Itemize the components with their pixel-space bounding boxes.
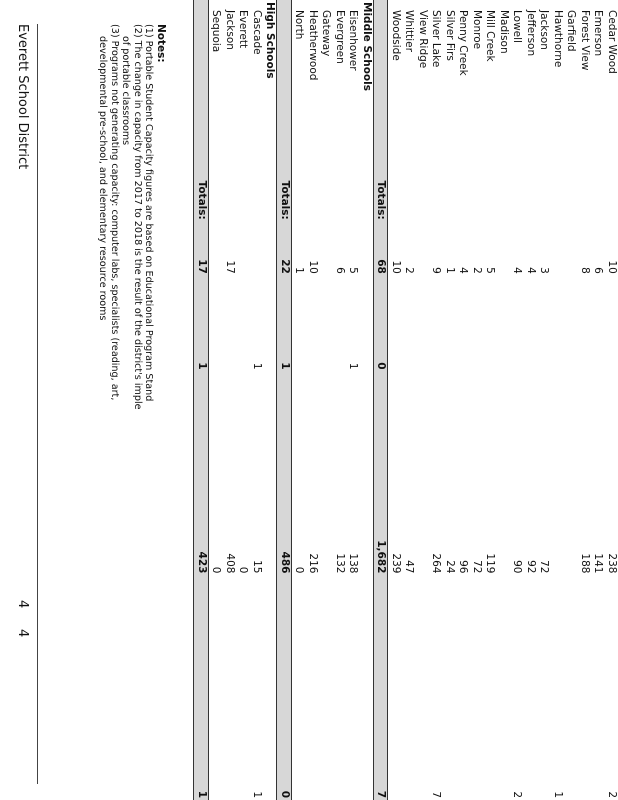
cell-c4: 216 <box>307 553 319 574</box>
cell-c1 <box>209 232 223 276</box>
cell-c1 <box>236 232 250 276</box>
cell-c2 <box>319 276 333 372</box>
school-row <box>388 0 402 800</box>
cell-c6 <box>497 669 511 800</box>
capacity-table-body <box>194 0 618 800</box>
cell-c6 <box>360 669 374 800</box>
cell-c4: 0 <box>237 566 250 574</box>
cell-c2: 1 <box>277 276 292 372</box>
cell-c1: 1 <box>444 267 456 274</box>
section-title: Middle Schools <box>361 2 373 91</box>
cell-c5 <box>236 575 250 668</box>
cell-c6: 1 <box>251 791 263 798</box>
school-row <box>236 0 250 800</box>
cell-c5 <box>277 575 292 668</box>
cell-c5 <box>402 575 416 668</box>
school-name: Eisenhower <box>347 10 360 71</box>
cell-c2 <box>416 276 430 372</box>
school-row <box>510 0 524 800</box>
cell-c1: 10 <box>606 260 618 274</box>
notes-title: Notes: <box>155 24 167 63</box>
cell-c6 <box>388 669 402 800</box>
school-name: Garfield <box>565 10 578 52</box>
cell-c3 <box>292 372 306 432</box>
cell-c1: 6 <box>592 267 605 274</box>
school-row <box>402 0 416 800</box>
school-row <box>346 0 360 800</box>
notes-block <box>97 24 166 410</box>
cell-c4: 264 <box>430 553 443 574</box>
school-row <box>223 0 237 800</box>
cell-c6 <box>524 669 538 800</box>
cell-c2 <box>551 276 565 372</box>
cell-c1 <box>250 232 264 276</box>
cell-c1: 3 <box>538 267 551 274</box>
cell-c5 <box>319 575 333 668</box>
cell-c4 <box>551 431 565 575</box>
cell-c4 <box>416 431 430 575</box>
cell-c4: 141 <box>592 553 605 574</box>
school-row <box>416 0 430 800</box>
cell-c5 <box>591 575 605 668</box>
cell-c6 <box>209 669 223 800</box>
cell-c3 <box>209 372 223 432</box>
cell-c6 <box>537 669 551 800</box>
cell-c3 <box>497 372 511 432</box>
school-row <box>497 0 511 800</box>
cell-c5 <box>194 575 209 668</box>
cell-c6 <box>578 669 592 800</box>
school-name: Evergreen <box>334 10 346 64</box>
note-line: (2) The change in capacity from 2017 to 2018 is the result of the district's imple <box>132 24 143 410</box>
cell-c5 <box>470 575 484 668</box>
cell-c5 <box>292 575 306 668</box>
cell-c3 <box>483 372 497 432</box>
cell-c1: 22 <box>277 232 292 276</box>
school-name: Everett <box>237 10 250 49</box>
cell-c1: 9 <box>430 267 443 274</box>
school-row <box>537 0 551 800</box>
school-name: Penny Creek <box>457 10 470 76</box>
cell-c2: 1 <box>194 276 209 372</box>
page-number <box>15 600 30 637</box>
school-name: Emerson <box>592 10 605 57</box>
cell-c5 <box>443 575 457 668</box>
note-line: of portable classrooms <box>120 36 132 146</box>
cell-c1 <box>497 232 511 276</box>
totals-row <box>374 0 389 800</box>
cell-c1: 10 <box>390 260 402 274</box>
school-name: Cedar Wood <box>606 10 618 74</box>
cell-c1 <box>564 232 578 276</box>
cell-c1: 10 <box>307 260 319 274</box>
school-row <box>524 0 538 800</box>
section-header-row <box>360 0 374 800</box>
cell-c1: 17 <box>194 232 209 276</box>
note-line: (1) Portable Student Capacity figures are based on Educational Program Stand <box>143 24 155 402</box>
school-row <box>483 0 497 800</box>
cell-c3 <box>416 372 430 432</box>
cell-c4: 239 <box>390 553 402 574</box>
cell-c2 <box>292 276 306 372</box>
cell-c6 <box>443 669 457 800</box>
school-name: Monroe <box>471 10 483 50</box>
cell-c3 <box>605 372 618 432</box>
school-name: Silver Lake <box>430 10 443 68</box>
cell-c1 <box>551 232 565 276</box>
cell-c3 <box>194 372 209 432</box>
cell-c4 <box>497 431 511 575</box>
school-name: Jackson <box>224 10 236 50</box>
cell-c3 <box>250 372 264 432</box>
cell-c6 <box>292 669 306 800</box>
cell-c3 <box>564 372 578 432</box>
cell-c4: 408 <box>224 553 236 574</box>
cell-c2 <box>360 276 374 372</box>
cell-c5 <box>551 575 565 668</box>
cell-c1: 8 <box>579 267 591 274</box>
school-name: Woodside <box>390 10 402 61</box>
cell-c5 <box>578 575 592 668</box>
note-line: (3) Programs not generating capacity: computer labs, specialists (reading, art, <box>109 24 120 401</box>
cell-c2 <box>470 276 484 372</box>
cell-c2 <box>591 276 605 372</box>
cell-c5 <box>250 575 264 668</box>
school-name: Madison <box>498 10 510 54</box>
cell-c2 <box>429 276 443 372</box>
school-name: Mill Creek <box>484 10 497 62</box>
cell-c5 <box>510 575 524 668</box>
footer-divider <box>37 24 38 784</box>
cell-c5 <box>223 575 237 668</box>
cell-c5 <box>483 575 497 668</box>
school-row <box>209 0 223 800</box>
cell-c6 <box>483 669 497 800</box>
cell-c2 <box>483 276 497 372</box>
school-name: Hawthorne <box>552 10 564 68</box>
cell-c3 <box>388 372 402 432</box>
cell-c3 <box>578 372 592 432</box>
cell-c4: 96 <box>457 560 470 574</box>
cell-c2 <box>402 276 416 372</box>
cell-c5 <box>564 575 578 668</box>
cell-c2 <box>497 276 511 372</box>
cell-c2 <box>564 276 578 372</box>
cell-c4: 138 <box>347 553 360 574</box>
cell-c3 <box>236 372 250 432</box>
cell-c4: 132 <box>334 553 346 574</box>
school-row <box>551 0 565 800</box>
cell-c2 <box>209 276 223 372</box>
cell-c4: 486 <box>277 431 292 575</box>
cell-c5 <box>333 575 347 668</box>
note-line: developmental pre-school, and elementary resource rooms <box>97 36 109 321</box>
cell-c1: 1 <box>293 267 306 274</box>
cell-c3 <box>456 372 470 432</box>
totals-row <box>277 0 292 800</box>
school-name: Forest View <box>579 10 591 71</box>
cell-c6 <box>402 669 416 800</box>
cell-c5 <box>456 575 470 668</box>
cell-c4 <box>360 431 374 575</box>
school-row <box>564 0 578 800</box>
cell-c5 <box>263 575 277 668</box>
cell-c1 <box>416 232 430 276</box>
cell-c3 <box>443 372 457 432</box>
cell-c2 <box>456 276 470 372</box>
cell-c3 <box>306 372 320 432</box>
cell-c2 <box>578 276 592 372</box>
cell-c6 <box>470 669 484 800</box>
cell-c2 <box>510 276 524 372</box>
cell-c5 <box>346 575 360 668</box>
cell-c2 <box>236 276 250 372</box>
school-name: Whittier <box>403 10 416 52</box>
school-name: Jefferson <box>525 10 537 57</box>
cell-c3 <box>429 372 443 432</box>
cell-c5 <box>497 575 511 668</box>
school-name: Jackson <box>538 10 551 50</box>
cell-c2: 1 <box>347 362 360 370</box>
school-row <box>250 0 264 800</box>
cell-c6 <box>319 669 333 800</box>
page-number-left: 4 <box>15 600 30 609</box>
school-name: View Ridge <box>417 10 429 69</box>
cell-c5 <box>605 575 618 668</box>
cell-c1 <box>360 232 374 276</box>
cell-c1: 4 <box>525 267 537 274</box>
page-number-right: 4 <box>15 628 30 638</box>
cell-c1: 2 <box>471 267 483 274</box>
cell-c2 <box>537 276 551 372</box>
cell-c3 <box>537 372 551 432</box>
cell-c1: 17 <box>224 260 236 274</box>
school-name: Heatherwood <box>307 10 319 81</box>
school-name: Gateway <box>320 10 333 57</box>
cell-c6: 2 <box>511 791 524 798</box>
cell-c2 <box>443 276 457 372</box>
cell-c3 <box>470 372 484 432</box>
cell-c3 <box>551 372 565 432</box>
cell-c5 <box>537 575 551 668</box>
school-row <box>443 0 457 800</box>
cell-c4: 72 <box>471 560 483 574</box>
cell-c4: 90 <box>511 560 524 574</box>
cell-c5 <box>306 575 320 668</box>
cell-c6 <box>223 669 237 800</box>
cell-c1 <box>263 232 277 276</box>
cell-c4: 0 <box>293 566 306 574</box>
school-name: Silver Firs <box>444 10 456 61</box>
cell-c3 <box>263 372 277 432</box>
cell-c2 <box>333 276 347 372</box>
cell-c4: 1,682 <box>374 431 389 575</box>
cell-c3 <box>510 372 524 432</box>
cell-c3 <box>360 372 374 432</box>
capacity-table <box>194 0 618 800</box>
cell-c3 <box>374 372 389 432</box>
cell-c1: 4 <box>457 267 470 274</box>
school-row <box>319 0 333 800</box>
cell-c4: 238 <box>606 553 618 574</box>
school-row <box>306 0 320 800</box>
school-name: Totals: <box>374 0 389 232</box>
cell-c6: 7 <box>430 791 443 798</box>
cell-c3 <box>591 372 605 432</box>
cell-c2: 1 <box>251 362 263 370</box>
cell-c1: 2 <box>403 267 416 274</box>
cell-c4: 119 <box>484 553 497 574</box>
cell-c5 <box>429 575 443 668</box>
section-header-row <box>263 0 277 800</box>
cell-c4: 47 <box>403 560 416 574</box>
school-name: Lowell <box>511 10 524 43</box>
cell-c2 <box>306 276 320 372</box>
cell-c2 <box>605 276 618 372</box>
cell-c3 <box>277 372 292 432</box>
cell-c6 <box>263 669 277 800</box>
school-row <box>456 0 470 800</box>
cell-c3 <box>524 372 538 432</box>
cell-c4 <box>319 431 333 575</box>
cell-c4: 423 <box>194 431 209 575</box>
cell-c5 <box>209 575 223 668</box>
school-name: Totals: <box>194 0 209 232</box>
cell-c5 <box>360 575 374 668</box>
cell-c5 <box>524 575 538 668</box>
school-name: Cascade <box>251 10 263 55</box>
cell-c3 <box>319 372 333 432</box>
cell-c4 <box>263 431 277 575</box>
school-row <box>470 0 484 800</box>
cell-c5 <box>388 575 402 668</box>
cell-c1: 5 <box>484 267 497 274</box>
cell-c6 <box>591 669 605 800</box>
cell-c6: 0 <box>277 669 292 800</box>
cell-c6: 2 <box>606 791 618 798</box>
cell-c4: 188 <box>579 553 591 574</box>
cell-c2 <box>223 276 237 372</box>
cell-c4: 15 <box>251 560 263 574</box>
section-title: High Schools <box>264 2 277 79</box>
cell-c6 <box>333 669 347 800</box>
cell-c1: 6 <box>334 267 346 274</box>
totals-row <box>194 0 209 800</box>
cell-c3 <box>402 372 416 432</box>
cell-c5 <box>374 575 389 668</box>
cell-c6: 1 <box>194 669 209 800</box>
cell-c6 <box>564 669 578 800</box>
cell-c5 <box>416 575 430 668</box>
cell-c6 <box>236 669 250 800</box>
district-name: Everett School District <box>15 24 30 170</box>
cell-c3 <box>346 372 360 432</box>
cell-c1: 4 <box>511 267 524 274</box>
cell-c1: 68 <box>374 232 389 276</box>
school-row <box>333 0 347 800</box>
cell-c4 <box>564 431 578 575</box>
school-name: North <box>293 10 306 40</box>
school-row <box>578 0 592 800</box>
cell-c4: 72 <box>538 560 551 574</box>
school-row <box>429 0 443 800</box>
cell-c1: 5 <box>347 267 360 274</box>
cell-c1 <box>319 232 333 276</box>
cell-c3 <box>333 372 347 432</box>
cell-c4: 0 <box>210 566 223 574</box>
cell-c2 <box>263 276 277 372</box>
school-name: Totals: <box>277 0 292 232</box>
cell-c2 <box>524 276 538 372</box>
school-row <box>591 0 605 800</box>
cell-c6 <box>346 669 360 800</box>
cell-c6: 1 <box>552 791 564 798</box>
school-name: Sequoia <box>210 10 223 53</box>
cell-c6 <box>456 669 470 800</box>
cell-c6 <box>416 669 430 800</box>
cell-c2: 0 <box>374 276 389 372</box>
school-row <box>605 0 618 800</box>
school-row <box>292 0 306 800</box>
cell-c3 <box>223 372 237 432</box>
cell-c4: 24 <box>444 560 456 574</box>
cell-c2 <box>388 276 402 372</box>
cell-c6: 7 <box>374 669 389 800</box>
cell-c6 <box>306 669 320 800</box>
cell-c4: 92 <box>525 560 537 574</box>
